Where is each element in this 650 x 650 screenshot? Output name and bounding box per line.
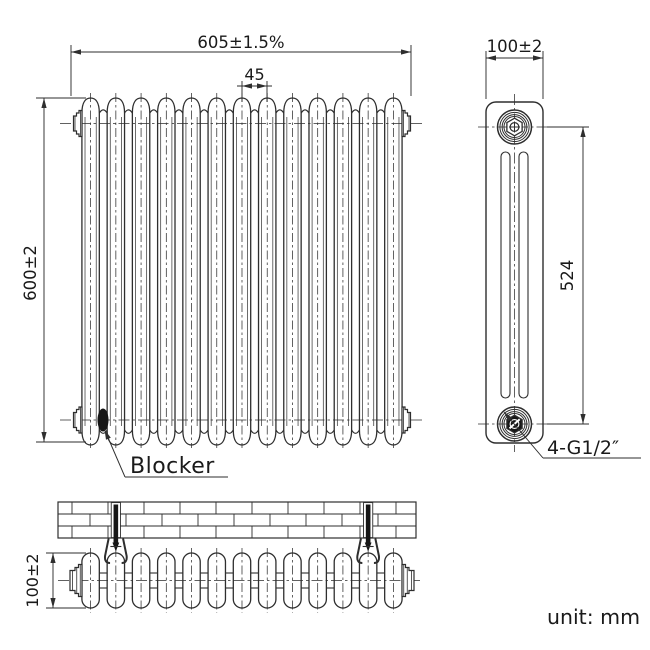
front-view	[60, 93, 424, 448]
bottom-collar	[251, 430, 259, 433]
bottom-collar	[326, 430, 334, 433]
bottom-collar	[276, 430, 284, 433]
bottom-collar	[125, 430, 133, 433]
thread-size-label: 4-G1/2″	[547, 437, 620, 459]
top-collar	[150, 110, 158, 113]
top-collar	[99, 110, 107, 113]
dimension-arrow	[50, 553, 55, 563]
dimension-arrow	[257, 83, 267, 88]
front-width-dimension: 605±1.5%	[197, 33, 285, 52]
dimension-arrow	[401, 49, 411, 54]
top-collar	[301, 110, 309, 113]
dimension-arrow	[486, 55, 496, 60]
bottom-collar	[377, 430, 385, 433]
install-depth-dimension: 100±2	[23, 553, 42, 608]
top-collar	[352, 110, 360, 113]
blocker-label: Blocker	[130, 454, 215, 479]
side-slot	[501, 152, 510, 398]
top-collar	[276, 110, 284, 113]
bottom-collar	[301, 430, 309, 433]
bottom-collar	[200, 430, 208, 433]
dimension-arrow	[242, 83, 252, 88]
bracket-bolt	[114, 505, 119, 543]
column-pitch-dimension: 45	[244, 65, 265, 84]
side-width-dimension: 100±2	[486, 37, 543, 56]
dimension-arrow	[41, 432, 46, 442]
dimension-arrow	[71, 49, 81, 54]
top-collar	[175, 110, 183, 113]
top-collar	[225, 110, 233, 113]
top-collar	[326, 110, 334, 113]
side-slot	[519, 152, 528, 398]
top-collar	[200, 110, 208, 113]
bottom-collar	[225, 430, 233, 433]
bottom-collar	[150, 430, 158, 433]
dimension-arrow	[580, 127, 585, 137]
top-collar	[377, 110, 385, 113]
top-collar	[125, 110, 133, 113]
blocker-plug	[98, 409, 109, 432]
dimension-arrow	[533, 55, 543, 60]
unit-note: unit: mm	[547, 605, 641, 629]
bottom-collar	[352, 430, 360, 433]
front-height-dimension: 600±2	[21, 245, 40, 301]
bottom-collar	[175, 430, 183, 433]
tapping-centres-dimension: 524	[558, 259, 577, 292]
dimension-arrow	[50, 598, 55, 608]
bracket-bolt	[366, 505, 371, 543]
dimension-arrow	[41, 98, 46, 108]
top-collar	[251, 110, 259, 113]
dimension-arrow	[580, 414, 585, 424]
wall-installation-view	[58, 502, 421, 613]
side-view	[478, 94, 552, 452]
